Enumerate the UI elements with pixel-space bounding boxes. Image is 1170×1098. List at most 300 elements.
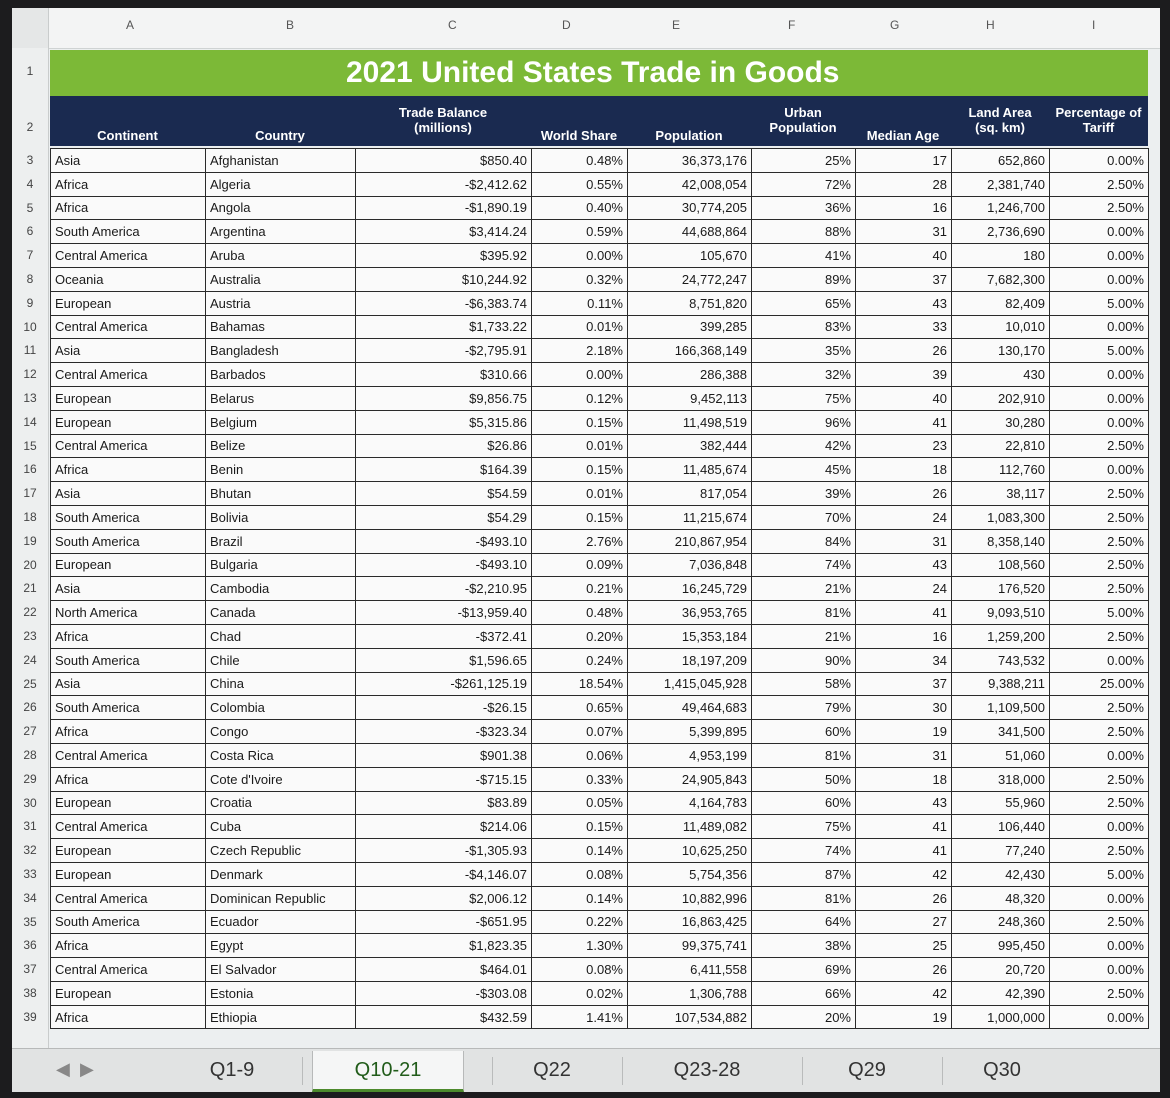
urban-population-cell[interactable]: 79% — [752, 696, 856, 720]
country-cell[interactable]: Chile — [206, 648, 356, 672]
country-cell[interactable]: Angola — [206, 196, 356, 220]
column-letter[interactable]: A — [126, 18, 135, 32]
trade-balance-cell[interactable]: -$651.95 — [356, 910, 532, 934]
urban-population-cell[interactable]: 32% — [752, 363, 856, 387]
row-number[interactable]: 32 — [23, 843, 37, 858]
column-letter[interactable]: H — [986, 18, 995, 32]
tariff-cell[interactable]: 0.00% — [1050, 1005, 1149, 1029]
trade-balance-cell[interactable]: -$13,959.40 — [356, 601, 532, 625]
country-cell[interactable]: Egypt — [206, 934, 356, 958]
country-cell[interactable]: Argentina — [206, 220, 356, 244]
row-number[interactable]: 25 — [23, 676, 37, 691]
row-number[interactable]: 34 — [23, 890, 37, 905]
trade-balance-cell[interactable]: $26.86 — [356, 434, 532, 458]
median-age-cell[interactable]: 27 — [856, 910, 952, 934]
continent-cell[interactable]: Oceania — [51, 267, 206, 291]
header-country[interactable]: Country — [255, 128, 305, 143]
trade-balance-cell[interactable]: -$6,383.74 — [356, 291, 532, 315]
trade-balance-cell[interactable]: $83.89 — [356, 791, 532, 815]
land-area-cell[interactable]: 1,109,500 — [952, 696, 1050, 720]
column-letter[interactable]: I — [1092, 18, 1096, 32]
world-share-cell[interactable]: 0.59% — [532, 220, 628, 244]
country-cell[interactable]: Cuba — [206, 815, 356, 839]
population-cell[interactable]: 24,772,247 — [628, 267, 752, 291]
row-number[interactable]: 10 — [23, 319, 37, 334]
world-share-cell[interactable]: 0.02% — [532, 981, 628, 1005]
continent-cell[interactable]: European — [51, 791, 206, 815]
world-share-cell[interactable]: 1.41% — [532, 1005, 628, 1029]
world-share-cell[interactable]: 0.21% — [532, 577, 628, 601]
urban-population-cell[interactable]: 96% — [752, 410, 856, 434]
trade-balance-cell[interactable]: -$2,795.91 — [356, 339, 532, 363]
population-cell[interactable]: 10,625,250 — [628, 839, 752, 863]
trade-balance-cell[interactable]: -$2,412.62 — [356, 172, 532, 196]
row-number[interactable]: 2 — [26, 120, 34, 134]
urban-population-cell[interactable]: 75% — [752, 815, 856, 839]
median-age-cell[interactable]: 42 — [856, 981, 952, 1005]
trade-balance-cell[interactable]: -$261,125.19 — [356, 672, 532, 696]
median-age-cell[interactable]: 24 — [856, 505, 952, 529]
tariff-cell[interactable]: 2.50% — [1050, 505, 1149, 529]
trade-balance-cell[interactable]: -$2,210.95 — [356, 577, 532, 601]
urban-population-cell[interactable]: 58% — [752, 672, 856, 696]
tariff-cell[interactable]: 2.50% — [1050, 910, 1149, 934]
country-cell[interactable]: Costa Rica — [206, 743, 356, 767]
continent-cell[interactable]: Africa — [51, 767, 206, 791]
population-cell[interactable]: 166,368,149 — [628, 339, 752, 363]
row-number[interactable]: 38 — [23, 986, 37, 1000]
country-cell[interactable]: Bolivia — [206, 505, 356, 529]
median-age-cell[interactable]: 17 — [856, 149, 952, 173]
urban-population-cell[interactable]: 81% — [752, 743, 856, 767]
continent-cell[interactable]: Africa — [51, 1005, 206, 1029]
world-share-cell[interactable]: 0.33% — [532, 767, 628, 791]
urban-population-cell[interactable]: 65% — [752, 291, 856, 315]
land-area-cell[interactable]: 8,358,140 — [952, 529, 1050, 553]
world-share-cell[interactable]: 1.30% — [532, 934, 628, 958]
median-age-cell[interactable]: 30 — [856, 696, 952, 720]
tariff-cell[interactable]: 2.50% — [1050, 624, 1149, 648]
continent-cell[interactable]: Africa — [51, 172, 206, 196]
median-age-cell[interactable]: 37 — [856, 672, 952, 696]
continent-cell[interactable]: Africa — [51, 624, 206, 648]
header-trade-balance[interactable]: Trade Balance (millions) — [398, 104, 488, 135]
tariff-cell[interactable]: 2.50% — [1050, 767, 1149, 791]
population-cell[interactable]: 4,953,199 — [628, 743, 752, 767]
urban-population-cell[interactable]: 69% — [752, 958, 856, 982]
world-share-cell[interactable]: 0.01% — [532, 434, 628, 458]
tariff-cell[interactable]: 25.00% — [1050, 672, 1149, 696]
median-age-cell[interactable]: 19 — [856, 1005, 952, 1029]
land-area-cell[interactable]: 10,010 — [952, 315, 1050, 339]
row-number[interactable]: 11 — [23, 343, 37, 358]
population-cell[interactable]: 44,688,864 — [628, 220, 752, 244]
row-number[interactable]: 37 — [23, 962, 37, 977]
population-cell[interactable]: 5,399,895 — [628, 720, 752, 744]
continent-cell[interactable]: European — [51, 291, 206, 315]
trade-balance-cell[interactable]: -$1,890.19 — [356, 196, 532, 220]
median-age-cell[interactable]: 31 — [856, 743, 952, 767]
land-area-cell[interactable]: 318,000 — [952, 767, 1050, 791]
population-cell[interactable]: 36,953,765 — [628, 601, 752, 625]
population-cell[interactable]: 30,774,205 — [628, 196, 752, 220]
land-area-cell[interactable]: 2,381,740 — [952, 172, 1050, 196]
world-share-cell[interactable]: 0.00% — [532, 244, 628, 268]
column-letter[interactable]: G — [890, 18, 900, 32]
row-number[interactable]: 13 — [23, 391, 37, 405]
world-share-cell[interactable]: 0.48% — [532, 149, 628, 173]
world-share-cell[interactable]: 18.54% — [532, 672, 628, 696]
continent-cell[interactable]: Africa — [51, 720, 206, 744]
median-age-cell[interactable]: 34 — [856, 648, 952, 672]
row-number[interactable]: 6 — [26, 224, 34, 239]
column-letter[interactable]: B — [286, 18, 295, 32]
land-area-cell[interactable]: 112,760 — [952, 458, 1050, 482]
urban-population-cell[interactable]: 83% — [752, 315, 856, 339]
continent-cell[interactable]: Central America — [51, 244, 206, 268]
median-age-cell[interactable]: 24 — [856, 577, 952, 601]
urban-population-cell[interactable]: 88% — [752, 220, 856, 244]
tariff-cell[interactable]: 2.50% — [1050, 696, 1149, 720]
row-number[interactable]: 36 — [23, 938, 37, 953]
world-share-cell[interactable]: 0.06% — [532, 743, 628, 767]
row-number[interactable]: 18 — [23, 510, 37, 524]
header-urban-population[interactable]: Urban Population — [769, 104, 837, 135]
continent-cell[interactable]: Asia — [51, 577, 206, 601]
median-age-cell[interactable]: 16 — [856, 196, 952, 220]
continent-cell[interactable]: South America — [51, 529, 206, 553]
country-cell[interactable]: Belarus — [206, 386, 356, 410]
population-cell[interactable]: 399,285 — [628, 315, 752, 339]
tariff-cell[interactable]: 2.50% — [1050, 577, 1149, 601]
median-age-cell[interactable]: 28 — [856, 172, 952, 196]
trade-balance-cell[interactable]: -$372.41 — [356, 624, 532, 648]
population-cell[interactable]: 8,751,820 — [628, 291, 752, 315]
row-number[interactable]: 5 — [26, 200, 34, 215]
median-age-cell[interactable]: 40 — [856, 386, 952, 410]
country-cell[interactable]: Bangladesh — [206, 339, 356, 363]
median-age-cell[interactable]: 26 — [856, 482, 952, 506]
world-share-cell[interactable]: 0.00% — [532, 363, 628, 387]
continent-cell[interactable]: Asia — [51, 149, 206, 173]
population-cell[interactable]: 11,498,519 — [628, 410, 752, 434]
world-share-cell[interactable]: 0.14% — [532, 839, 628, 863]
trade-balance-cell[interactable]: $1,596.65 — [356, 648, 532, 672]
row-number[interactable]: 17 — [23, 486, 37, 501]
median-age-cell[interactable]: 39 — [856, 363, 952, 387]
row-number[interactable]: 28 — [23, 748, 37, 762]
row-number[interactable]: 19 — [23, 533, 37, 548]
world-share-cell[interactable]: 0.40% — [532, 196, 628, 220]
trade-balance-cell[interactable]: -$303.08 — [356, 981, 532, 1005]
country-cell[interactable]: Austria — [206, 291, 356, 315]
trade-balance-cell[interactable]: -$26.15 — [356, 696, 532, 720]
population-cell[interactable]: 1,306,788 — [628, 981, 752, 1005]
world-share-cell[interactable]: 0.01% — [532, 315, 628, 339]
country-cell[interactable]: Brazil — [206, 529, 356, 553]
population-cell[interactable]: 4,164,783 — [628, 791, 752, 815]
urban-population-cell[interactable]: 38% — [752, 934, 856, 958]
trade-balance-cell[interactable]: $850.40 — [356, 149, 532, 173]
urban-population-cell[interactable]: 20% — [752, 1005, 856, 1029]
urban-population-cell[interactable]: 66% — [752, 981, 856, 1005]
median-age-cell[interactable]: 26 — [856, 958, 952, 982]
population-cell[interactable]: 24,905,843 — [628, 767, 752, 791]
trade-balance-cell[interactable]: -$323.34 — [356, 720, 532, 744]
median-age-cell[interactable]: 26 — [856, 339, 952, 363]
world-share-cell[interactable]: 0.11% — [532, 291, 628, 315]
median-age-cell[interactable]: 41 — [856, 815, 952, 839]
row-number[interactable]: 35 — [23, 914, 37, 929]
tariff-cell[interactable]: 0.00% — [1050, 934, 1149, 958]
land-area-cell[interactable]: 82,409 — [952, 291, 1050, 315]
country-cell[interactable]: Ecuador — [206, 910, 356, 934]
tariff-cell[interactable]: 5.00% — [1050, 291, 1149, 315]
sheet-tab[interactable]: Q10-21 — [312, 1051, 464, 1092]
tariff-cell[interactable]: 2.50% — [1050, 482, 1149, 506]
country-cell[interactable]: Cambodia — [206, 577, 356, 601]
urban-population-cell[interactable]: 21% — [752, 624, 856, 648]
population-cell[interactable]: 9,452,113 — [628, 386, 752, 410]
tariff-cell[interactable]: 2.50% — [1050, 839, 1149, 863]
country-cell[interactable]: Belize — [206, 434, 356, 458]
trade-balance-cell[interactable]: $5,315.86 — [356, 410, 532, 434]
land-area-cell[interactable]: 30,280 — [952, 410, 1050, 434]
row-number[interactable]: 21 — [23, 581, 37, 596]
row-number[interactable]: 22 — [23, 605, 37, 620]
median-age-cell[interactable]: 41 — [856, 601, 952, 625]
median-age-cell[interactable]: 31 — [856, 220, 952, 244]
continent-cell[interactable]: Asia — [51, 482, 206, 506]
median-age-cell[interactable]: 42 — [856, 862, 952, 886]
land-area-cell[interactable]: 743,532 — [952, 648, 1050, 672]
population-cell[interactable]: 5,754,356 — [628, 862, 752, 886]
median-age-cell[interactable]: 18 — [856, 458, 952, 482]
row-number[interactable]: 33 — [23, 867, 37, 881]
header-tariff[interactable]: Percentage of Tariff — [1055, 104, 1142, 135]
trade-balance-cell[interactable]: $10,244.92 — [356, 267, 532, 291]
world-share-cell[interactable]: 0.48% — [532, 601, 628, 625]
median-age-cell[interactable]: 18 — [856, 767, 952, 791]
continent-cell[interactable]: European — [51, 386, 206, 410]
trade-balance-cell[interactable]: $214.06 — [356, 815, 532, 839]
row-number[interactable]: 4 — [26, 176, 34, 191]
population-cell[interactable]: 11,489,082 — [628, 815, 752, 839]
tariff-cell[interactable]: 0.00% — [1050, 815, 1149, 839]
continent-cell[interactable]: Africa — [51, 934, 206, 958]
country-cell[interactable]: Australia — [206, 267, 356, 291]
tariff-cell[interactable]: 0.00% — [1050, 958, 1149, 982]
column-letter[interactable]: F — [788, 18, 796, 32]
land-area-cell[interactable]: 42,390 — [952, 981, 1050, 1005]
population-cell[interactable]: 16,245,729 — [628, 577, 752, 601]
continent-cell[interactable]: Central America — [51, 886, 206, 910]
row-number[interactable]: 26 — [23, 700, 37, 715]
land-area-cell[interactable]: 7,682,300 — [952, 267, 1050, 291]
urban-population-cell[interactable]: 64% — [752, 910, 856, 934]
urban-population-cell[interactable]: 50% — [752, 767, 856, 791]
land-area-cell[interactable]: 51,060 — [952, 743, 1050, 767]
country-cell[interactable]: Cote d'Ivoire — [206, 767, 356, 791]
urban-population-cell[interactable]: 39% — [752, 482, 856, 506]
urban-population-cell[interactable]: 42% — [752, 434, 856, 458]
row-number[interactable]: 31 — [23, 819, 37, 834]
tariff-cell[interactable]: 2.50% — [1050, 720, 1149, 744]
country-cell[interactable]: Algeria — [206, 172, 356, 196]
tariff-cell[interactable]: 2.50% — [1050, 172, 1149, 196]
continent-cell[interactable]: European — [51, 410, 206, 434]
urban-population-cell[interactable]: 60% — [752, 720, 856, 744]
tariff-cell[interactable]: 2.50% — [1050, 434, 1149, 458]
continent-cell[interactable]: South America — [51, 648, 206, 672]
continent-cell[interactable]: Central America — [51, 363, 206, 387]
urban-population-cell[interactable]: 36% — [752, 196, 856, 220]
land-area-cell[interactable]: 48,320 — [952, 886, 1050, 910]
urban-population-cell[interactable]: 81% — [752, 601, 856, 625]
row-number[interactable]: 30 — [23, 795, 37, 810]
median-age-cell[interactable]: 43 — [856, 291, 952, 315]
land-area-cell[interactable]: 130,170 — [952, 339, 1050, 363]
trade-balance-cell[interactable]: $395.92 — [356, 244, 532, 268]
row-number[interactable]: 27 — [23, 724, 37, 739]
tariff-cell[interactable]: 0.00% — [1050, 458, 1149, 482]
header-land-area[interactable]: Land Area (sq. km) — [968, 104, 1032, 135]
tariff-cell[interactable]: 2.50% — [1050, 791, 1149, 815]
world-share-cell[interactable]: 0.55% — [532, 172, 628, 196]
population-cell[interactable]: 49,464,683 — [628, 696, 752, 720]
land-area-cell[interactable]: 1,246,700 — [952, 196, 1050, 220]
trade-balance-cell[interactable]: $464.01 — [356, 958, 532, 982]
median-age-cell[interactable]: 43 — [856, 553, 952, 577]
tariff-cell[interactable]: 0.00% — [1050, 648, 1149, 672]
country-cell[interactable]: Czech Republic — [206, 839, 356, 863]
world-share-cell[interactable]: 0.08% — [532, 862, 628, 886]
trade-balance-cell[interactable]: $432.59 — [356, 1005, 532, 1029]
sheet-tab[interactable]: Q30 — [983, 1058, 1021, 1081]
country-cell[interactable]: Croatia — [206, 791, 356, 815]
population-cell[interactable]: 99,375,741 — [628, 934, 752, 958]
column-letter[interactable]: E — [672, 18, 681, 32]
population-cell[interactable]: 817,054 — [628, 482, 752, 506]
population-cell[interactable]: 11,215,674 — [628, 505, 752, 529]
tariff-cell[interactable]: 0.00% — [1050, 386, 1149, 410]
row-number[interactable]: 16 — [23, 462, 37, 477]
row-number[interactable]: 39 — [23, 1009, 37, 1024]
land-area-cell[interactable]: 38,117 — [952, 482, 1050, 506]
prev-sheet-arrow-icon[interactable]: ◀ — [56, 1059, 70, 1079]
row-number[interactable]: 24 — [23, 652, 37, 667]
land-area-cell[interactable]: 202,910 — [952, 386, 1050, 410]
continent-cell[interactable]: South America — [51, 220, 206, 244]
world-share-cell[interactable]: 2.18% — [532, 339, 628, 363]
population-cell[interactable]: 11,485,674 — [628, 458, 752, 482]
country-cell[interactable]: Aruba — [206, 244, 356, 268]
continent-cell[interactable]: North America — [51, 601, 206, 625]
median-age-cell[interactable]: 37 — [856, 267, 952, 291]
trade-balance-cell[interactable]: $3,414.24 — [356, 220, 532, 244]
median-age-cell[interactable]: 23 — [856, 434, 952, 458]
world-share-cell[interactable]: 2.76% — [532, 529, 628, 553]
continent-cell[interactable]: Central America — [51, 815, 206, 839]
median-age-cell[interactable]: 43 — [856, 791, 952, 815]
urban-population-cell[interactable]: 74% — [752, 839, 856, 863]
country-cell[interactable]: Bahamas — [206, 315, 356, 339]
row-number[interactable]: 7 — [26, 248, 34, 263]
trade-balance-cell[interactable]: $901.38 — [356, 743, 532, 767]
trade-balance-cell[interactable]: -$493.10 — [356, 553, 532, 577]
trade-balance-cell[interactable]: $1,733.22 — [356, 315, 532, 339]
country-cell[interactable]: Estonia — [206, 981, 356, 1005]
trade-balance-cell[interactable]: $2,006.12 — [356, 886, 532, 910]
median-age-cell[interactable]: 41 — [856, 410, 952, 434]
world-share-cell[interactable]: 0.07% — [532, 720, 628, 744]
tariff-cell[interactable]: 5.00% — [1050, 601, 1149, 625]
median-age-cell[interactable]: 25 — [856, 934, 952, 958]
trade-balance-cell[interactable]: $164.39 — [356, 458, 532, 482]
header-world-share[interactable]: World Share — [540, 128, 618, 143]
world-share-cell[interactable]: 0.01% — [532, 482, 628, 506]
urban-population-cell[interactable]: 70% — [752, 505, 856, 529]
population-cell[interactable]: 105,670 — [628, 244, 752, 268]
continent-cell[interactable]: European — [51, 981, 206, 1005]
population-cell[interactable]: 36,373,176 — [628, 149, 752, 173]
column-letter[interactable]: D — [562, 18, 571, 32]
land-area-cell[interactable]: 430 — [952, 363, 1050, 387]
urban-population-cell[interactable]: 45% — [752, 458, 856, 482]
continent-cell[interactable]: Central America — [51, 958, 206, 982]
tariff-cell[interactable]: 2.50% — [1050, 529, 1149, 553]
urban-population-cell[interactable]: 84% — [752, 529, 856, 553]
tariff-cell[interactable]: 0.00% — [1050, 743, 1149, 767]
continent-cell[interactable]: Central America — [51, 743, 206, 767]
population-cell[interactable]: 210,867,954 — [628, 529, 752, 553]
continent-cell[interactable]: Central America — [51, 434, 206, 458]
land-area-cell[interactable]: 9,093,510 — [952, 601, 1050, 625]
population-cell[interactable]: 6,411,558 — [628, 958, 752, 982]
urban-population-cell[interactable]: 35% — [752, 339, 856, 363]
population-cell[interactable]: 107,534,882 — [628, 1005, 752, 1029]
urban-population-cell[interactable]: 89% — [752, 267, 856, 291]
urban-population-cell[interactable]: 87% — [752, 862, 856, 886]
country-cell[interactable]: Bulgaria — [206, 553, 356, 577]
world-share-cell[interactable]: 0.65% — [532, 696, 628, 720]
land-area-cell[interactable]: 22,810 — [952, 434, 1050, 458]
row-number[interactable]: 15 — [23, 438, 37, 453]
trade-balance-cell[interactable]: $1,823.35 — [356, 934, 532, 958]
world-share-cell[interactable]: 0.08% — [532, 958, 628, 982]
trade-balance-cell[interactable]: $310.66 — [356, 363, 532, 387]
urban-population-cell[interactable]: 90% — [752, 648, 856, 672]
land-area-cell[interactable]: 42,430 — [952, 862, 1050, 886]
sheet-tab[interactable]: Q29 — [848, 1058, 886, 1081]
median-age-cell[interactable]: 40 — [856, 244, 952, 268]
continent-cell[interactable]: Asia — [51, 672, 206, 696]
tariff-cell[interactable]: 0.00% — [1050, 363, 1149, 387]
land-area-cell[interactable]: 108,560 — [952, 553, 1050, 577]
urban-population-cell[interactable]: 74% — [752, 553, 856, 577]
row-number[interactable]: 9 — [26, 295, 34, 310]
tariff-cell[interactable]: 5.00% — [1050, 862, 1149, 886]
land-area-cell[interactable]: 1,083,300 — [952, 505, 1050, 529]
land-area-cell[interactable]: 55,960 — [952, 791, 1050, 815]
land-area-cell[interactable]: 9,388,211 — [952, 672, 1050, 696]
urban-population-cell[interactable]: 75% — [752, 386, 856, 410]
trade-balance-cell[interactable]: $54.29 — [356, 505, 532, 529]
population-cell[interactable]: 1,415,045,928 — [628, 672, 752, 696]
urban-population-cell[interactable]: 21% — [752, 577, 856, 601]
country-cell[interactable]: Canada — [206, 601, 356, 625]
population-cell[interactable]: 16,863,425 — [628, 910, 752, 934]
